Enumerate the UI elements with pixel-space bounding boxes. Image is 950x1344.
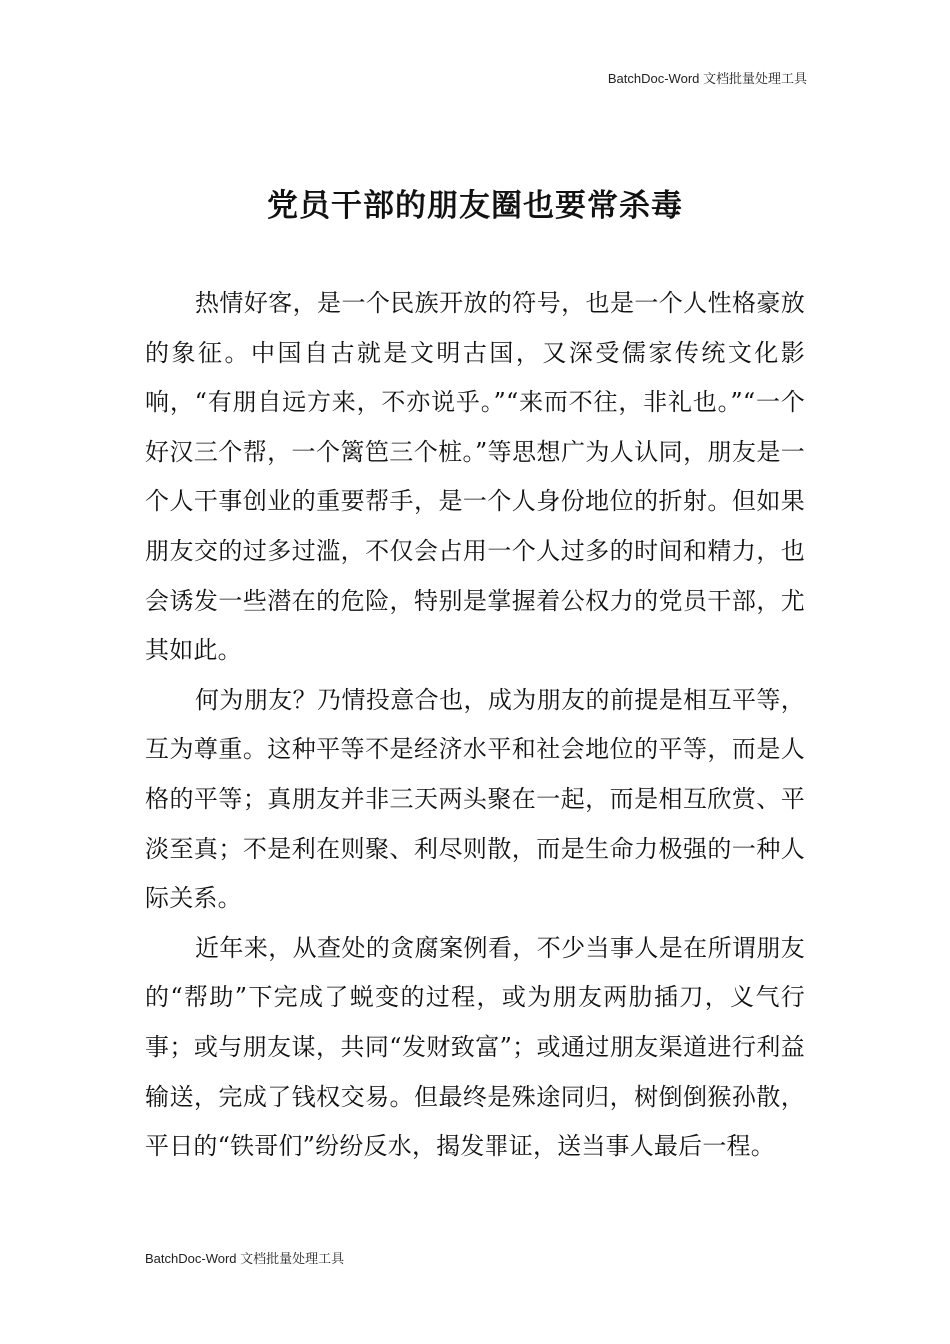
page-header: BatchDoc-Word 文档批量处理工具	[607, 71, 807, 86]
page-footer: BatchDoc-Word 文档批量处理工具	[145, 1251, 345, 1266]
paragraph-1: 热情好客，是一个民族开放的符号，也是一个人性格豪放的象征。中国自古就是文明古国，又深受儒家传统文化影响，“有朋自远方来，不亦说乎。”“来而不往，非礼也。”“一个好汉三个帮，一个篱笆三个桩。”等思想广为人认同，朋友是一个人干事创业的重要帮手，是一个人身份地位的折射。但如果朋友交的过多过滥，不仅会占用一个人过多的时间和精力，也会诱发一些潜在的危险，特别是掌握着公权力的党员干部，尤其如此。	[145, 289, 805, 665]
document-title: 党员干部的朋友圈也要常杀毒	[267, 188, 683, 224]
document-body	[145, 279, 805, 1172]
paragraph-3: 近年来，从查处的贪腐案例看，不少当事人是在所谓朋友的“帮助”下完成了蜕变的过程，或为朋友两肋插刀，义气行事；或与朋友谋，共同“发财致富”；或通过朋友渠道进行利益输送，完成了钱权交易。但最终是殊途同归，树倒倒猴孙散，平日的“铁哥们”纷纷反水，揭发罪证，送当事人最后一程。	[145, 933, 805, 1161]
paragraph-2: 何为朋友？乃情投意合也，成为朋友的前提是相互平等，互为尊重。这种平等不是经济水平和社会地位的平等，而是人格的平等；真朋友并非三天两头聚在一起，而是相互欣赏、平淡至真；不是利在则聚、利尽则散，而是生命力极强的一种人际关系。	[145, 685, 805, 913]
